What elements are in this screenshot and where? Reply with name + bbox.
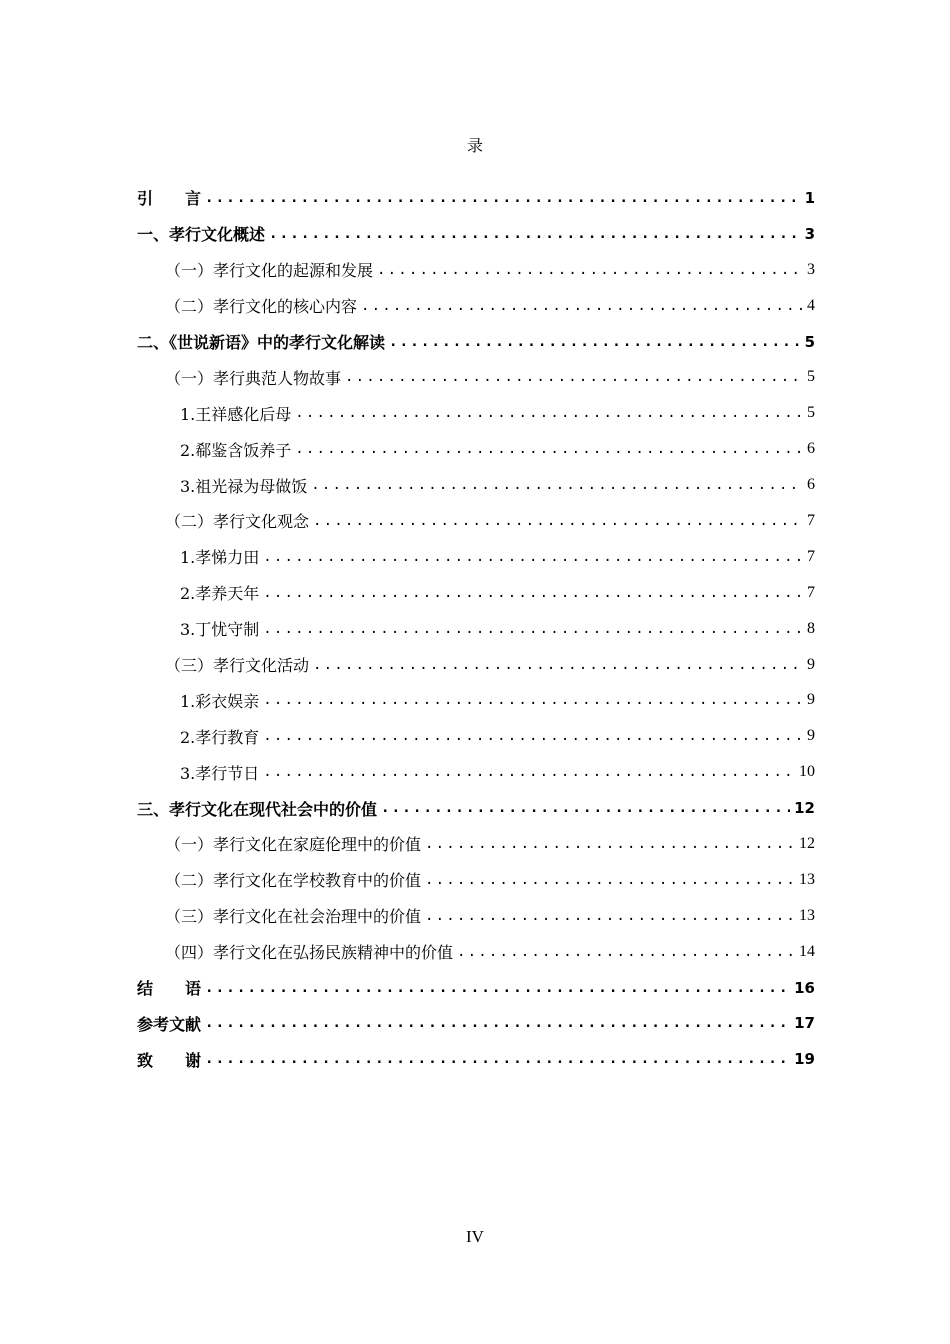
toc-entry-page-number: 5 (807, 404, 815, 422)
toc-dot-leader (263, 728, 803, 744)
toc-entry-title: 1.王祥感化后母 (180, 402, 293, 425)
toc-entry-page-number: 6 (807, 440, 815, 458)
toc-entry-title: （三）孝行文化在社会治理中的价值 (165, 904, 423, 927)
toc-dot-leader (205, 1015, 790, 1031)
toc-entry-title: 2.孝行教育 (180, 725, 261, 748)
toc-dot-leader (361, 298, 803, 314)
toc-dot-leader (263, 692, 803, 708)
toc-dot-leader (425, 908, 795, 924)
toc-entry-page-number: 9 (807, 691, 815, 709)
toc-dot-leader (205, 190, 801, 206)
toc-entry[interactable] (137, 1041, 815, 1077)
toc-entry-title: （三）孝行文化活动 (165, 653, 311, 676)
toc-dot-leader (345, 369, 803, 385)
toc-dot-leader (263, 764, 795, 780)
toc-entry[interactable] (137, 898, 815, 934)
toc-entry[interactable] (137, 431, 815, 467)
toc-dot-leader (457, 944, 795, 960)
toc-dot-leader (263, 585, 803, 601)
toc-entry[interactable] (137, 324, 815, 360)
toc-dot-leader (263, 549, 803, 565)
toc-entry-page-number: 16 (794, 978, 815, 997)
toc-entry-page-number: 4 (807, 296, 815, 314)
toc-entry[interactable] (137, 180, 815, 216)
toc-entry-page-number: 1 (804, 188, 815, 207)
toc-entry[interactable] (137, 539, 815, 575)
toc-dot-leader (205, 1051, 790, 1067)
toc-entry-page-number: 10 (799, 763, 815, 781)
toc-dot-leader (263, 621, 803, 637)
table-of-contents (137, 180, 815, 1077)
toc-entry[interactable] (137, 503, 815, 539)
toc-entry[interactable] (137, 252, 815, 288)
toc-dot-leader (425, 836, 795, 852)
toc-entry-title: 1.孝悌力田 (180, 545, 261, 568)
toc-entry-title: 致 谢 (137, 1048, 203, 1071)
toc-entry[interactable] (137, 1005, 815, 1041)
toc-dot-leader (425, 872, 795, 888)
toc-entry-title: 2.郗鉴含饭养子 (180, 438, 293, 461)
toc-entry[interactable] (137, 288, 815, 324)
toc-entry-page-number: 13 (799, 906, 815, 924)
toc-entry-title: 一、孝行文化概述 (137, 222, 267, 245)
toc-entry-page-number: 19 (794, 1050, 815, 1069)
toc-entry-page-number: 8 (807, 619, 815, 637)
toc-dot-leader (381, 800, 790, 816)
toc-entry[interactable] (137, 790, 815, 826)
toc-entry-title: 参考文献 (137, 1012, 203, 1035)
toc-entry-page-number: 14 (799, 942, 815, 960)
toc-entry-title: 结 语 (137, 976, 203, 999)
toc-heading: 录 (466, 136, 483, 155)
toc-dot-leader (313, 513, 803, 529)
toc-dot-leader (295, 405, 803, 421)
toc-dot-leader (377, 262, 803, 278)
toc-dot-leader (389, 334, 801, 350)
toc-entry[interactable] (137, 754, 815, 790)
toc-dot-leader (313, 657, 803, 673)
toc-entry-page-number: 7 (807, 583, 815, 601)
toc-dot-leader (205, 980, 790, 996)
toc-entry-page-number: 12 (799, 834, 815, 852)
toc-entry[interactable] (137, 216, 815, 252)
page-number: IV (466, 1227, 484, 1246)
toc-entry[interactable] (137, 826, 815, 862)
toc-dot-leader (311, 477, 803, 493)
toc-entry-page-number: 5 (807, 368, 815, 386)
toc-entry[interactable] (137, 467, 815, 503)
toc-entry-title: （一）孝行文化的起源和发展 (165, 258, 375, 281)
toc-entry-page-number: 6 (807, 476, 815, 494)
toc-entry[interactable] (137, 647, 815, 683)
toc-entry-title: 3.丁忧守制 (180, 617, 261, 640)
toc-entry[interactable] (137, 718, 815, 754)
toc-entry-page-number: 9 (807, 655, 815, 673)
toc-entry-title: 2.孝养天年 (180, 581, 261, 604)
toc-entry-page-number: 13 (799, 870, 815, 888)
toc-entry-title: 1.彩衣娱亲 (180, 689, 261, 712)
toc-entry-page-number: 9 (807, 727, 815, 745)
toc-entry-title: （四）孝行文化在弘扬民族精神中的价值 (165, 940, 455, 963)
toc-entry[interactable] (137, 682, 815, 718)
toc-entry-title: （一）孝行文化在家庭伦理中的价值 (165, 832, 423, 855)
toc-entry-page-number: 7 (807, 547, 815, 565)
toc-entry-title: 三、孝行文化在现代社会中的价值 (137, 797, 379, 820)
toc-entry-page-number: 7 (807, 511, 815, 529)
toc-entry-page-number: 3 (804, 224, 815, 243)
toc-entry[interactable] (137, 611, 815, 647)
toc-entry-page-number: 12 (794, 799, 815, 818)
toc-entry-title: （一）孝行典范人物故事 (165, 366, 343, 389)
toc-entry[interactable] (137, 934, 815, 970)
toc-entry-title: 3.孝行节日 (180, 761, 261, 784)
toc-entry[interactable] (137, 970, 815, 1006)
toc-dot-leader (295, 441, 803, 457)
toc-entry-page-number: 17 (794, 1014, 815, 1033)
toc-entry-title: （二）孝行文化在学校教育中的价值 (165, 868, 423, 891)
toc-entry[interactable] (137, 395, 815, 431)
toc-entry-title: （二）孝行文化的核心内容 (165, 294, 359, 317)
toc-entry-page-number: 3 (807, 260, 815, 278)
toc-entry-title: （二）孝行文化观念 (165, 509, 311, 532)
toc-entry-title: 引 言 (137, 186, 203, 209)
toc-entry[interactable] (137, 359, 815, 395)
toc-entry[interactable] (137, 575, 815, 611)
toc-entry[interactable] (137, 862, 815, 898)
toc-entry-page-number: 5 (804, 332, 815, 351)
toc-dot-leader (269, 226, 801, 242)
toc-entry-title: 3.祖光禄为母做饭 (180, 474, 309, 497)
toc-entry-title: 二、《世说新语》中的孝行文化解读 (137, 330, 387, 353)
